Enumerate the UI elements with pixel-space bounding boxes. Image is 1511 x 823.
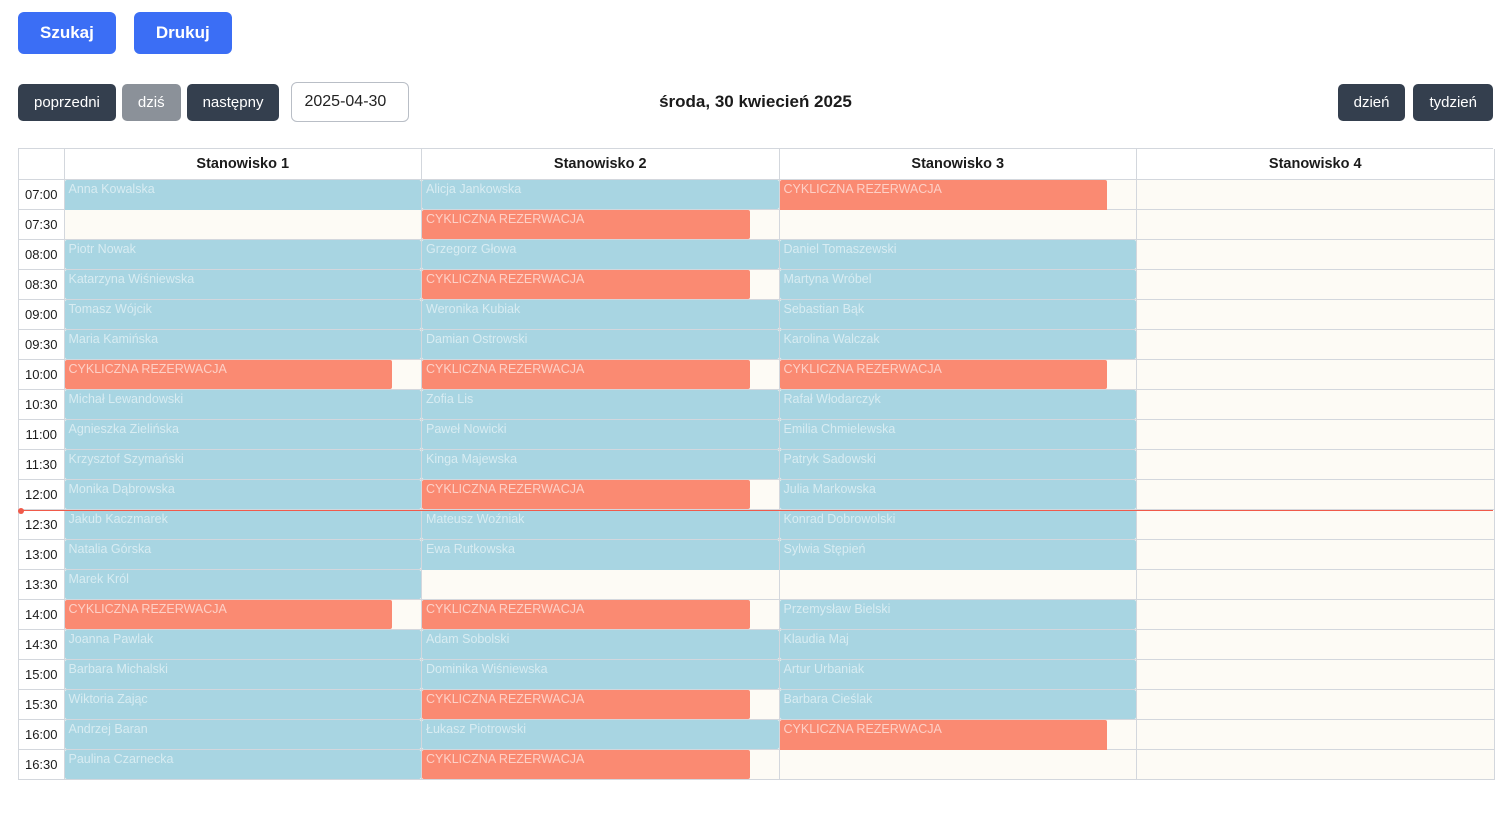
- calendar-row: [19, 509, 1494, 539]
- calendar-row: [19, 719, 1494, 749]
- calendar-slot[interactable]: [1137, 179, 1495, 209]
- booking-event[interactable]: Alicja Jankowska: [422, 180, 779, 209]
- recurring-reservation-event[interactable]: CYKLICZNA REZERWACJA: [422, 750, 750, 779]
- calendar-row: [19, 389, 1494, 419]
- booking-event[interactable]: Jakub Kaczmarek: [65, 510, 422, 539]
- time-label: 10:00: [19, 359, 64, 389]
- calendar-slot[interactable]: [779, 389, 1137, 419]
- recurring-reservation-event[interactable]: CYKLICZNA REZERWACJA: [422, 690, 750, 719]
- calendar-row: [19, 749, 1494, 779]
- calendar-row: [19, 179, 1494, 209]
- calendar-slot[interactable]: [1137, 569, 1495, 599]
- booking-event[interactable]: Michał Lewandowski: [65, 390, 422, 419]
- booking-event[interactable]: Paulina Czarnecka: [65, 750, 422, 779]
- calendar-row: [19, 599, 1494, 629]
- calendar-slot[interactable]: [779, 239, 1137, 269]
- previous-day-button[interactable]: poprzedni: [18, 84, 116, 121]
- booking-event[interactable]: Marek Król: [65, 570, 422, 599]
- next-day-button[interactable]: następny: [187, 84, 280, 121]
- booking-event[interactable]: Dominika Wiśniewska: [422, 660, 779, 689]
- date-input[interactable]: [291, 82, 409, 122]
- calendar-slot[interactable]: [64, 419, 422, 449]
- calendar-slot[interactable]: [1137, 239, 1495, 269]
- time-label: 14:00: [19, 599, 64, 629]
- calendar-row: [19, 569, 1494, 599]
- recurring-reservation-event[interactable]: CYKLICZNA REZERWACJA: [65, 600, 393, 629]
- booking-event[interactable]: Monika Dąbrowska: [65, 480, 422, 509]
- calendar-row: [19, 419, 1494, 449]
- calendar-slot[interactable]: [1137, 539, 1495, 569]
- booking-event[interactable]: Damian Ostrowski: [422, 330, 779, 359]
- calendar-slot[interactable]: [422, 749, 780, 779]
- calendar-slot[interactable]: [1137, 629, 1495, 659]
- calendar-slot[interactable]: [422, 479, 780, 509]
- time-label: 13:00: [19, 539, 64, 569]
- calendar-slot[interactable]: [64, 269, 422, 299]
- time-label: 15:30: [19, 689, 64, 719]
- calendar-row: [19, 299, 1494, 329]
- calendar-slot[interactable]: [422, 659, 780, 689]
- booking-event[interactable]: Agnieszka Zielińska: [65, 420, 422, 449]
- booking-event[interactable]: Sebastian Bąk: [780, 300, 1137, 329]
- booking-event[interactable]: Mateusz Woźniak: [422, 510, 779, 539]
- booking-event[interactable]: Łukasz Piotrowski: [422, 720, 779, 749]
- calendar-slot[interactable]: [779, 569, 1137, 599]
- calendar-slot[interactable]: [64, 629, 422, 659]
- calendar-slot[interactable]: [1137, 389, 1495, 419]
- time-label: 11:00: [19, 419, 64, 449]
- calendar-slot[interactable]: [779, 749, 1137, 779]
- booking-event[interactable]: Artur Urbaniak: [780, 660, 1137, 689]
- calendar-slot[interactable]: [422, 329, 780, 359]
- booking-event[interactable]: Andrzej Baran: [65, 720, 422, 749]
- calendar-slot[interactable]: [1137, 599, 1495, 629]
- calendar-slot[interactable]: [779, 419, 1137, 449]
- calendar-slot[interactable]: [422, 449, 780, 479]
- view-week-button[interactable]: tydzień: [1413, 84, 1493, 121]
- calendar-slot[interactable]: [422, 179, 780, 209]
- calendar-slot[interactable]: [64, 209, 422, 239]
- calendar-slot[interactable]: [422, 539, 780, 569]
- booking-event[interactable]: Barbara Cieślak: [780, 690, 1137, 719]
- calendar-row: [19, 239, 1494, 269]
- calendar-slot[interactable]: [422, 629, 780, 659]
- nav-right-group: [1338, 84, 1493, 121]
- booking-event[interactable]: Natalia Górska: [65, 540, 422, 569]
- calendar-slot[interactable]: [779, 719, 1137, 749]
- recurring-reservation-event[interactable]: CYKLICZNA REZERWACJA: [780, 360, 1108, 389]
- calendar-slot[interactable]: [422, 239, 780, 269]
- calendar-slot[interactable]: [422, 269, 780, 299]
- calendar-slot[interactable]: [779, 629, 1137, 659]
- calendar-row: [19, 359, 1494, 389]
- booking-event[interactable]: Konrad Dobrowolski: [780, 510, 1137, 539]
- calendar-slot[interactable]: [64, 539, 422, 569]
- calendar-slot[interactable]: [1137, 299, 1495, 329]
- calendar-header-row: [19, 149, 1494, 179]
- calendar-slot[interactable]: [779, 599, 1137, 629]
- time-label: 15:00: [19, 659, 64, 689]
- booking-event[interactable]: Barbara Michalski: [65, 660, 422, 689]
- booking-event[interactable]: Grzegorz Głowa: [422, 240, 779, 269]
- calendar-slot[interactable]: [1137, 329, 1495, 359]
- calendar-slot[interactable]: [779, 689, 1137, 719]
- booking-event[interactable]: Krzysztof Szymański: [65, 450, 422, 479]
- print-button[interactable]: Drukuj: [134, 12, 232, 54]
- calendar-slot[interactable]: [1137, 509, 1495, 539]
- column-header-3: Stanowisko 3: [779, 149, 1137, 179]
- booking-event[interactable]: Paweł Nowicki: [422, 420, 779, 449]
- time-label: 07:30: [19, 209, 64, 239]
- nav-left-group: [18, 82, 409, 122]
- time-label: 07:00: [19, 179, 64, 209]
- booking-event[interactable]: Rafał Włodarczyk: [780, 390, 1137, 419]
- calendar-slot[interactable]: [64, 689, 422, 719]
- recurring-reservation-event[interactable]: CYKLICZNA REZERWACJA: [780, 180, 1108, 239]
- booking-event[interactable]: Anna Kowalska: [65, 180, 422, 239]
- calendar-slot[interactable]: [64, 479, 422, 509]
- calendar-slot[interactable]: [779, 509, 1137, 539]
- calendar-slot[interactable]: [64, 569, 422, 599]
- corner-cell: [19, 149, 64, 179]
- booking-event[interactable]: Piotr Nowak: [65, 240, 422, 269]
- time-label: 09:00: [19, 299, 64, 329]
- calendar-slot[interactable]: [779, 209, 1137, 239]
- calendar-row: [19, 659, 1494, 689]
- calendar-row: [19, 629, 1494, 659]
- calendar-row: [19, 539, 1494, 569]
- calendar-slot[interactable]: [779, 329, 1137, 359]
- booking-event[interactable]: Katarzyna Wiśniewska: [65, 270, 422, 299]
- time-label: 09:30: [19, 329, 64, 359]
- time-label: 12:30: [19, 509, 64, 539]
- column-header-1: Stanowisko 1: [64, 149, 422, 179]
- calendar-slot[interactable]: [422, 419, 780, 449]
- time-label: 16:00: [19, 719, 64, 749]
- calendar-slot[interactable]: [64, 389, 422, 419]
- calendar-slot[interactable]: [64, 359, 422, 389]
- calendar-slot[interactable]: [64, 509, 422, 539]
- calendar-slot[interactable]: [64, 239, 422, 269]
- calendar-slot[interactable]: [422, 359, 780, 389]
- recurring-reservation-event[interactable]: CYKLICZNA REZERWACJA: [780, 720, 1108, 779]
- calendar-slot[interactable]: [779, 479, 1137, 509]
- calendar-body: [19, 179, 1494, 779]
- calendar-row: [19, 269, 1494, 299]
- calendar-slot[interactable]: [779, 539, 1137, 569]
- recurring-reservation-event[interactable]: CYKLICZNA REZERWACJA: [422, 270, 750, 299]
- booking-event[interactable]: Maria Kamińska: [65, 330, 422, 359]
- booking-event[interactable]: Tomasz Wójcik: [65, 300, 422, 329]
- recurring-reservation-event[interactable]: CYKLICZNA REZERWACJA: [65, 360, 393, 389]
- time-label: 12:00: [19, 479, 64, 509]
- time-label: 11:30: [19, 449, 64, 479]
- calendar-slot[interactable]: [1137, 659, 1495, 689]
- calendar-row: [19, 329, 1494, 359]
- time-label: 08:30: [19, 269, 64, 299]
- calendar-row: [19, 449, 1494, 479]
- calendar-slot[interactable]: [779, 179, 1137, 209]
- booking-event[interactable]: Klaudia Maj: [780, 630, 1137, 659]
- calendar-slot[interactable]: [422, 569, 780, 599]
- recurring-reservation-event[interactable]: CYKLICZNA REZERWACJA: [422, 210, 750, 239]
- search-button[interactable]: Szukaj: [18, 12, 116, 54]
- calendar-slot[interactable]: [1137, 719, 1495, 749]
- calendar-slot[interactable]: [1137, 749, 1495, 779]
- calendar-slot[interactable]: [64, 749, 422, 779]
- time-label: 14:30: [19, 629, 64, 659]
- calendar-container: [18, 148, 1493, 780]
- calendar-table: [19, 149, 1495, 780]
- calendar-slot[interactable]: [64, 599, 422, 629]
- column-header-4: Stanowisko 4: [1137, 149, 1495, 179]
- booking-event[interactable]: Wiktoria Zając: [65, 690, 422, 719]
- calendar-slot[interactable]: [1137, 689, 1495, 719]
- time-label: 16:30: [19, 749, 64, 779]
- calendar-slot[interactable]: [1137, 419, 1495, 449]
- calendar-slot[interactable]: [64, 299, 422, 329]
- calendar-slot[interactable]: [422, 209, 780, 239]
- calendar-slot[interactable]: [64, 449, 422, 479]
- time-label: 08:00: [19, 239, 64, 269]
- calendar-slot[interactable]: [779, 269, 1137, 299]
- current-date-title: środa, 30 kwiecień 2025: [659, 92, 852, 111]
- calendar-slot[interactable]: [422, 719, 780, 749]
- calendar-slot[interactable]: [1137, 449, 1495, 479]
- booking-event[interactable]: Julia Markowska: [780, 480, 1137, 509]
- calendar-slot[interactable]: [779, 299, 1137, 329]
- booking-event[interactable]: Sylwia Stępień: [780, 540, 1137, 599]
- calendar-slot[interactable]: [64, 659, 422, 689]
- recurring-reservation-event[interactable]: CYKLICZNA REZERWACJA: [422, 360, 750, 389]
- booking-event[interactable]: Przemysław Bielski: [780, 600, 1137, 629]
- booking-event[interactable]: Martyna Wróbel: [780, 270, 1137, 299]
- booking-event[interactable]: Karolina Walczak: [780, 330, 1137, 359]
- column-header-2: Stanowisko 2: [422, 149, 780, 179]
- calendar-slot[interactable]: [779, 449, 1137, 479]
- booking-event[interactable]: Kinga Majewska: [422, 450, 779, 479]
- booking-event[interactable]: Weronika Kubiak: [422, 300, 779, 329]
- calendar-slot[interactable]: [64, 329, 422, 359]
- calendar-navbar: [0, 80, 1511, 124]
- calendar-slot[interactable]: [1137, 209, 1495, 239]
- booking-event[interactable]: Zofia Lis: [422, 390, 779, 419]
- calendar-slot[interactable]: [422, 299, 780, 329]
- top-toolbar: [0, 0, 1511, 54]
- calendar-slot[interactable]: [64, 719, 422, 749]
- recurring-reservation-event[interactable]: CYKLICZNA REZERWACJA: [422, 600, 750, 629]
- calendar-slot[interactable]: [1137, 359, 1495, 389]
- calendar-slot[interactable]: [779, 659, 1137, 689]
- calendar-slot[interactable]: [422, 509, 780, 539]
- booking-event[interactable]: Daniel Tomaszewski: [780, 240, 1137, 269]
- calendar-slot[interactable]: [422, 389, 780, 419]
- calendar-row: [19, 689, 1494, 719]
- calendar-slot[interactable]: [1137, 269, 1495, 299]
- time-label: 10:30: [19, 389, 64, 419]
- booking-event[interactable]: Patryk Sadowski: [780, 450, 1137, 479]
- calendar-row: [19, 209, 1494, 239]
- calendar-slot[interactable]: [1137, 479, 1495, 509]
- booking-event[interactable]: Emilia Chmielewska: [780, 420, 1137, 449]
- recurring-reservation-event[interactable]: CYKLICZNA REZERWACJA: [422, 480, 750, 509]
- calendar-slot[interactable]: [422, 599, 780, 629]
- time-label: 13:30: [19, 569, 64, 599]
- booking-event[interactable]: Joanna Pawlak: [65, 630, 422, 659]
- calendar-row: [19, 479, 1494, 509]
- booking-event[interactable]: Ewa Rutkowska: [422, 540, 779, 599]
- calendar-slot[interactable]: [64, 179, 422, 209]
- booking-event[interactable]: Adam Sobolski: [422, 630, 779, 659]
- calendar-slot[interactable]: [779, 359, 1137, 389]
- view-day-button[interactable]: dzień: [1338, 84, 1406, 121]
- today-button[interactable]: dziś: [122, 84, 181, 121]
- calendar-slot[interactable]: [422, 689, 780, 719]
